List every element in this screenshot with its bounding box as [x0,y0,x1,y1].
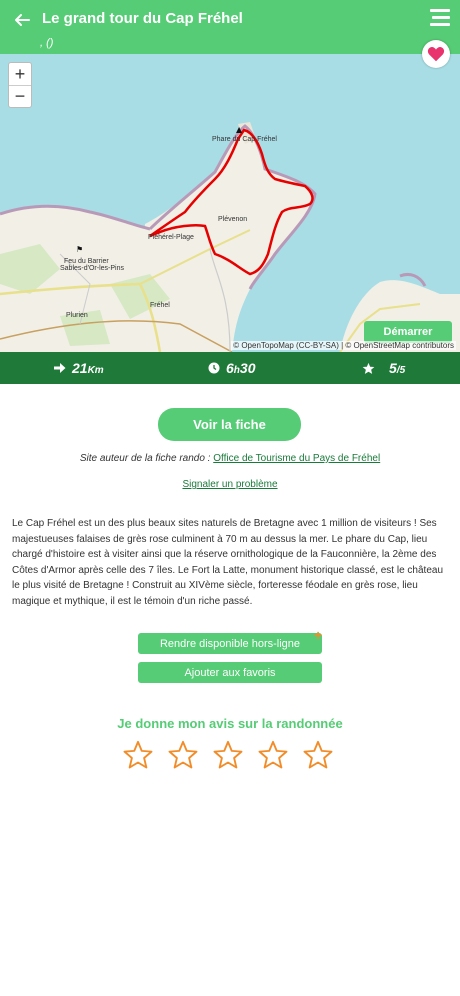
map-label-pleherel: Pléhérel-Plage [148,234,194,241]
trail-stats-bar [0,352,460,384]
back-button[interactable] [10,8,34,32]
duration-unit: h [233,365,240,376]
star-4-icon[interactable] [258,740,288,770]
hamburger-menu-icon[interactable] [426,9,450,29]
map-label-plevenon: Plévenon [218,216,248,223]
clock-icon [208,362,220,374]
distance-unit: Km [87,365,104,376]
star-1-icon[interactable] [123,740,153,770]
rating-title: Je donne mon avis sur la randonnée [117,716,343,731]
svg-text:▲: ▲ [236,125,243,134]
arrow-left-icon [14,12,30,28]
difficulty-value: 5 [389,360,397,376]
attribution-osm-link[interactable]: OpenStreetMap contributors [353,341,454,350]
author-prefix: Site auteur de la fiche rando : [79,453,214,464]
favorite-button[interactable] [422,40,450,68]
zoom-in-button[interactable]: + [14,63,26,84]
arrow-right-icon [54,362,66,374]
distance-stat [54,360,104,376]
author-line [0,453,460,464]
report-problem-link[interactable]: Signaler un problème [182,479,278,490]
attribution-topo-link[interactable]: OpenTopoMap (CC-BY-SA) [241,341,339,350]
trail-description: Le Cap Fréhel est un des plus beaux sites naturels de Bretagne avec 1 million de visiteurs ! Ses majestueuses falaises de grès rose culminent à 70 m au dessus la mer. Le phare du Cap, lieu chargé d'histoire est à visiter ainsi que la réserve ornithologique de la Fauconnière, la 2ème des Côtes d'Armor après celle des 7 îles. Le Fort la Latte, monument historique classé, est le château le plus visité de Bretagne ! Construit au XIVème siècle, forteresse féodale en grès rose, lieu magique et mythique, il est le témoin d'un riche passé. [12,518,444,607]
start-button[interactable]: Démarrer [364,321,452,343]
view-sheet-button[interactable]: Voir la fiche [158,408,301,441]
map-label-phare: Phare du Cap Fréhel [212,136,277,143]
duration-stat [208,360,255,376]
star-2-icon[interactable] [168,740,198,770]
zoom-out-button[interactable]: − [9,85,31,107]
star-icon [362,362,375,375]
zoom-control [8,62,32,108]
star-5-icon[interactable] [303,740,333,770]
svg-text:⚑: ⚑ [76,245,84,254]
map-label-plurien: Plurien [66,312,88,319]
author-link[interactable]: Office de Tourisme du Pays de Fréhel [213,453,381,464]
trail-map[interactable] [0,54,460,352]
difficulty-max: /5 [396,365,406,376]
page-title: Le grand tour du Cap Fréhel [42,10,243,27]
distance-value: 21 [72,360,88,376]
duration-minutes: 30 [239,360,256,376]
map-label-sables: Sables-d'Or-les-Pins [60,265,124,272]
rating-stars [123,740,333,770]
app-header [0,0,460,54]
map-attribution: © OpenTopoMap (CC-BY-SA) | © OpenStreetMap contributors [233,341,454,350]
difficulty-stat [362,360,405,376]
map-background[interactable] [0,54,460,352]
map-label-feu: Feu du Barrier [64,258,109,265]
add-favorites-button[interactable]: Ajouter aux favoris [138,662,322,683]
star-3-icon[interactable] [213,740,243,770]
duration-hours: 6 [226,360,234,376]
heart-icon [427,46,445,62]
page-subtitle: , () [40,37,54,49]
plus-icon: + [314,627,323,643]
map-label-frehel: Fréhel [150,302,170,309]
offline-button[interactable]: Rendre disponible hors-ligne [138,633,322,654]
